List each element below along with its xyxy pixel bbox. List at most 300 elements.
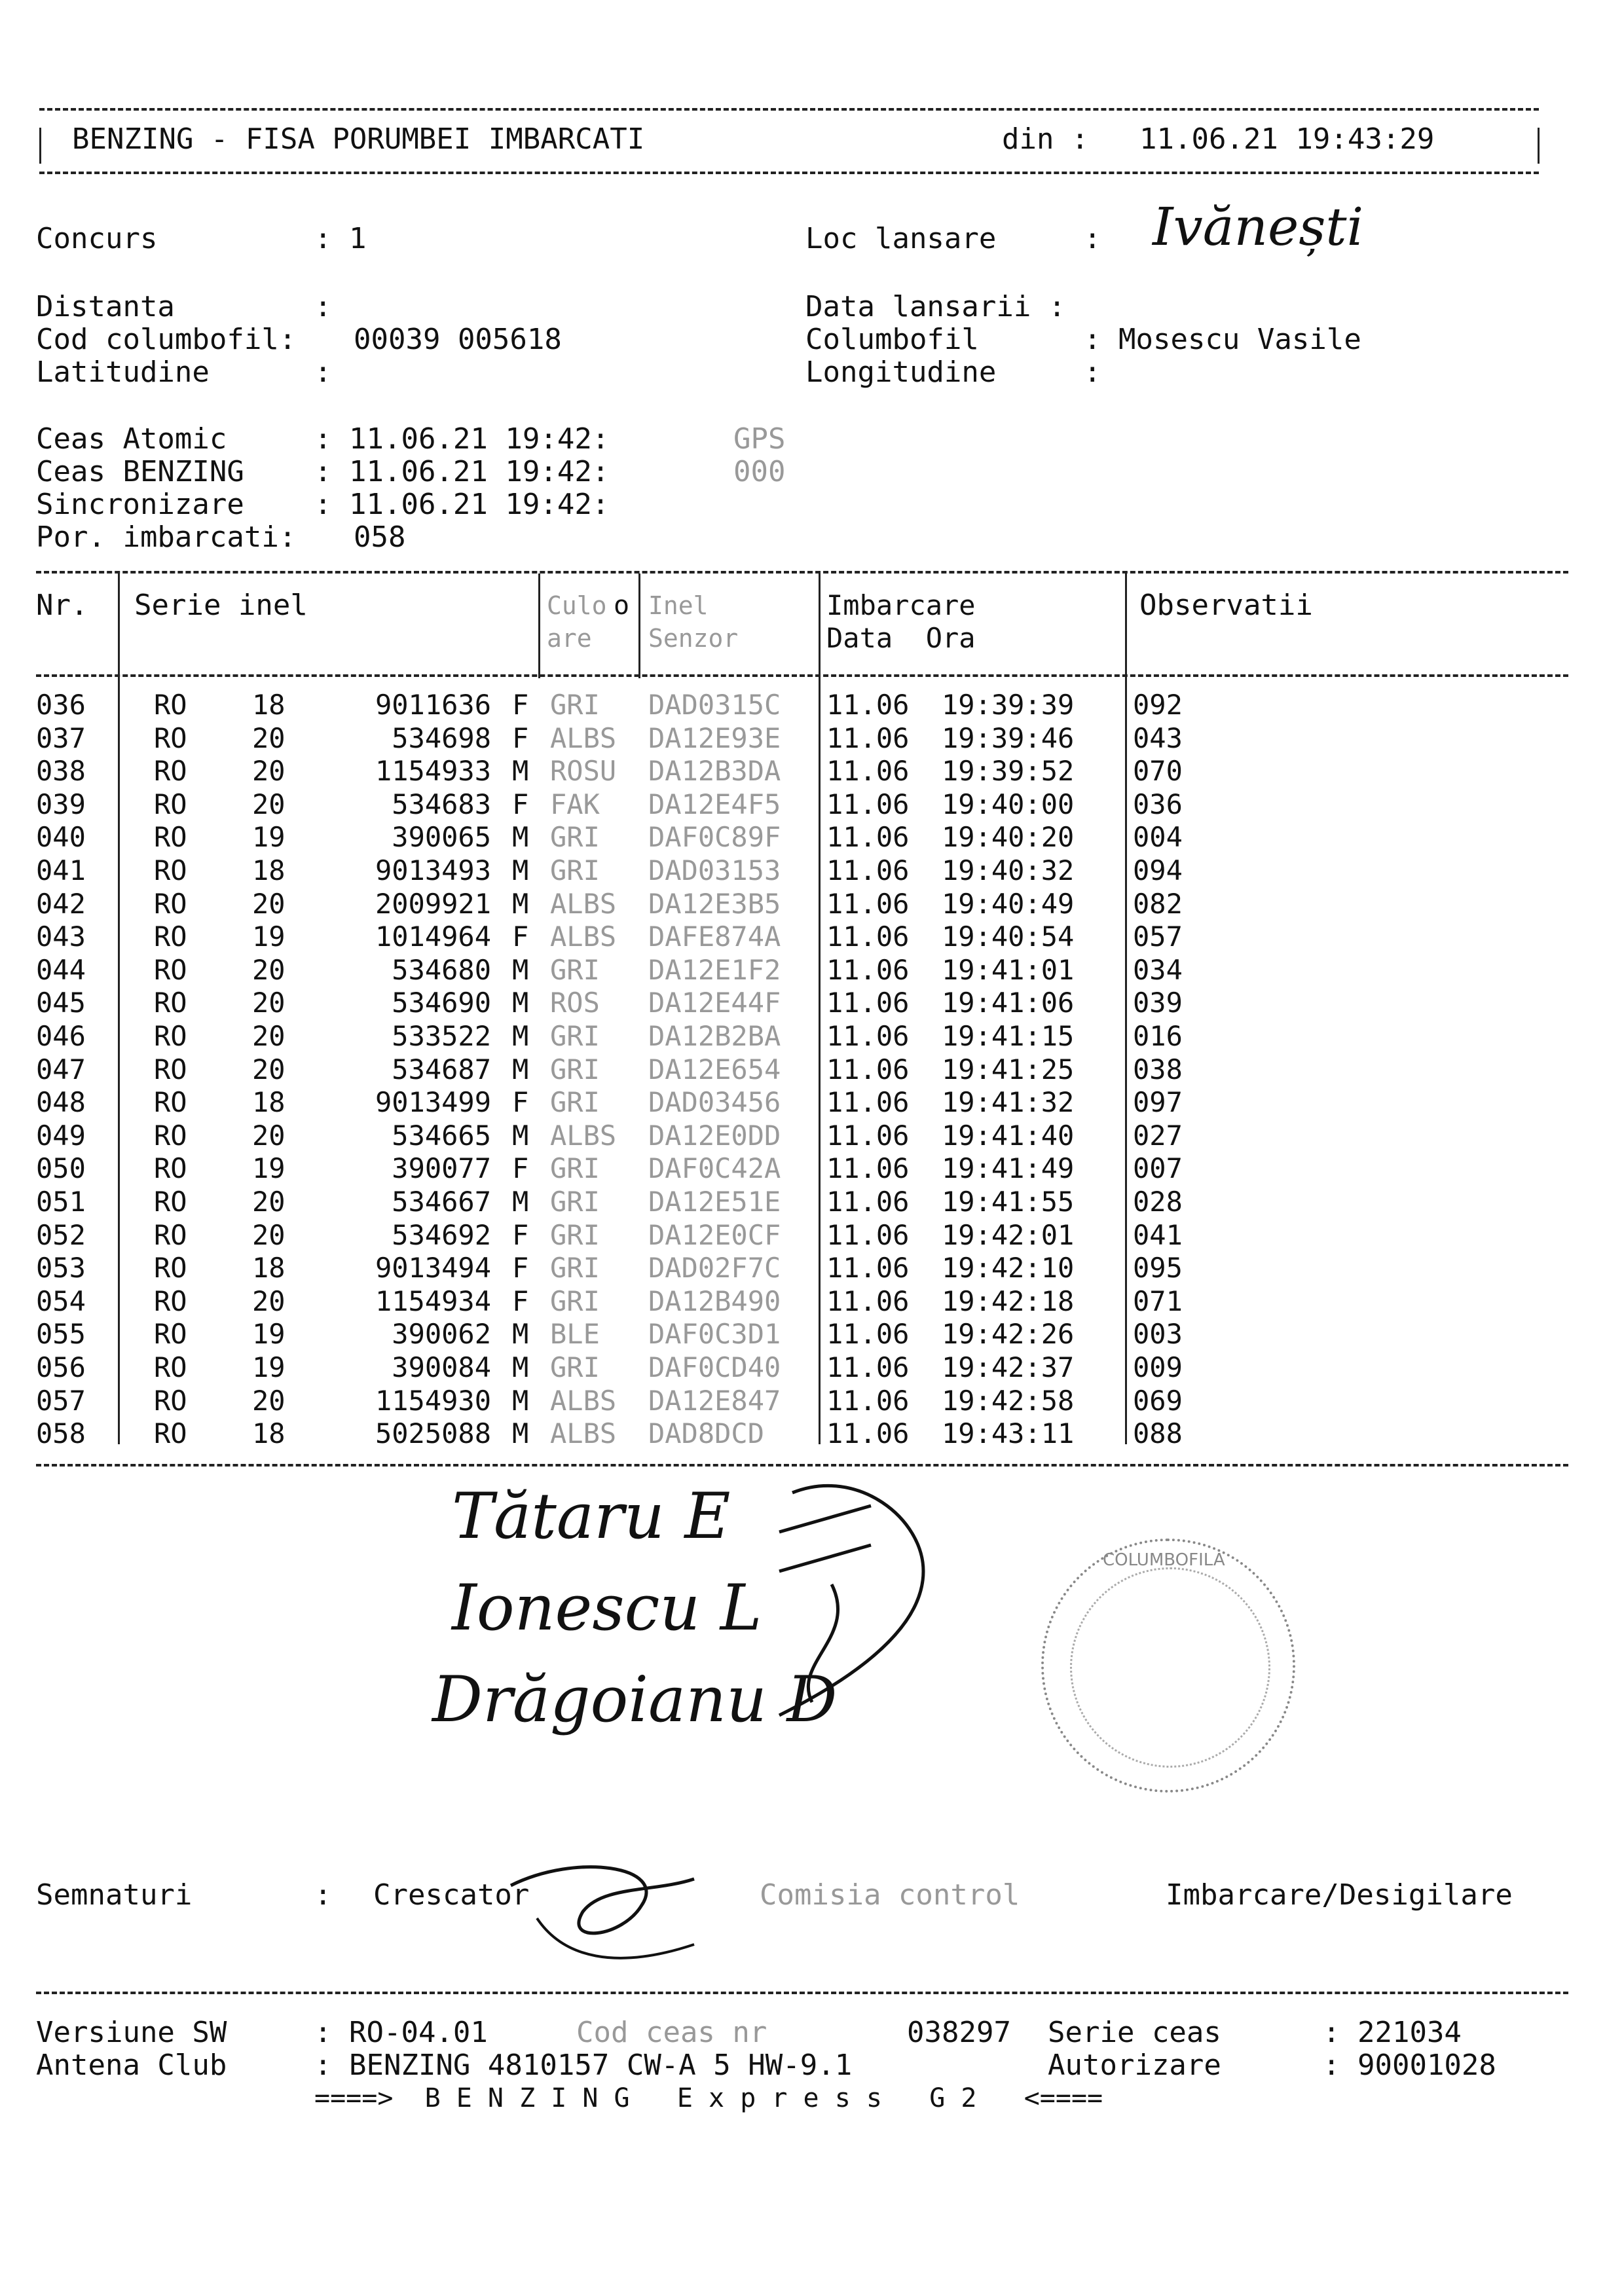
signature-scribble bbox=[753, 1440, 963, 1755]
cell-obs: 007 bbox=[1133, 1152, 1183, 1185]
cell-culoare: GRI bbox=[550, 1086, 600, 1119]
cell-culoare: FAK bbox=[550, 788, 600, 820]
cell-senzor: DA12E0DD bbox=[648, 1119, 781, 1152]
loc-lansare-sep: : bbox=[1084, 222, 1101, 255]
cell-obs: 094 bbox=[1133, 854, 1183, 886]
cell-an: 18 bbox=[252, 1086, 286, 1119]
cell-nr: 043 bbox=[36, 920, 86, 953]
sincronizare-value: : 11.06.21 19:42: bbox=[314, 488, 610, 521]
cell-culoare: GRI bbox=[550, 1186, 600, 1218]
columbofil-value: : Mosescu Vasile bbox=[1084, 323, 1361, 356]
cell-serie: 1154933 bbox=[375, 755, 491, 788]
sincronizare-label: Sincronizare bbox=[36, 488, 244, 521]
cell-sex: M bbox=[512, 1020, 529, 1052]
cell-an: 20 bbox=[252, 1384, 286, 1417]
cell-senzor: DA12E51E bbox=[648, 1186, 781, 1218]
cell-senzor: DAF0C3D1 bbox=[648, 1318, 781, 1351]
cell-nr: 056 bbox=[36, 1351, 86, 1383]
cell-nr: 039 bbox=[36, 788, 86, 820]
cell-sex: F bbox=[512, 920, 529, 953]
cell-obs: 070 bbox=[1133, 755, 1183, 788]
por-imbarcati-label: Por. imbarcati: bbox=[36, 520, 297, 554]
cell-an: 20 bbox=[252, 953, 286, 986]
cell-ora: 19:40:00 bbox=[942, 788, 1075, 820]
col-culoare-header-2: are bbox=[547, 624, 592, 653]
cell-sex: F bbox=[512, 1218, 529, 1251]
cell-tara: RO bbox=[154, 689, 187, 721]
cell-serie: 2009921 bbox=[375, 887, 491, 920]
cell-tara: RO bbox=[154, 1119, 187, 1152]
col-sep-culoare bbox=[538, 574, 540, 678]
cell-obs: 009 bbox=[1133, 1351, 1183, 1383]
ceas-atomic-label: Ceas Atomic bbox=[36, 422, 227, 456]
cell-obs: 003 bbox=[1133, 1318, 1183, 1351]
cell-sex: F bbox=[512, 1086, 529, 1119]
cell-sex: F bbox=[512, 689, 529, 721]
cell-ora: 19:42:37 bbox=[942, 1351, 1075, 1383]
cell-ora: 19:39:39 bbox=[942, 689, 1075, 721]
cell-senzor: DAD0315C bbox=[648, 689, 781, 721]
latitudine-value: : bbox=[314, 355, 332, 389]
antena-label: Antena Club bbox=[36, 2049, 227, 2082]
versiune-label: Versiune SW bbox=[36, 2016, 227, 2049]
cell-tara: RO bbox=[154, 1152, 187, 1185]
cell-culoare: GRI bbox=[550, 1285, 600, 1317]
cell-sex: M bbox=[512, 1318, 529, 1351]
cell-senzor: DA12B2BA bbox=[648, 1020, 781, 1052]
cell-sex: F bbox=[512, 788, 529, 820]
cell-nr: 052 bbox=[36, 1218, 86, 1251]
col-observatii-header: Observatii bbox=[1139, 589, 1313, 622]
cell-serie: 9011636 bbox=[375, 689, 491, 721]
col-nr-header: Nr. bbox=[36, 589, 88, 622]
cod-columbofil-value: 00039 005618 bbox=[354, 323, 562, 356]
cell-serie: 534687 bbox=[392, 1053, 491, 1085]
cell-tara: RO bbox=[154, 1318, 187, 1351]
cell-data: 11.06 bbox=[826, 1218, 910, 1251]
cell-sex: M bbox=[512, 1119, 529, 1152]
cell-data: 11.06 bbox=[826, 1285, 910, 1317]
antena-value: : BENZING 4810157 CW-A 5 HW-9.1 bbox=[314, 2049, 853, 2082]
cell-ora: 19:40:32 bbox=[942, 854, 1075, 886]
cell-tara: RO bbox=[154, 1020, 187, 1052]
cell-an: 19 bbox=[252, 920, 286, 953]
cell-serie: 534698 bbox=[392, 721, 491, 754]
cell-sex: M bbox=[512, 1417, 529, 1450]
cell-data: 11.06 bbox=[826, 821, 910, 854]
cell-tara: RO bbox=[154, 1384, 187, 1417]
cell-culoare: ALBS bbox=[550, 721, 617, 754]
header-bottom-rule bbox=[39, 172, 1539, 174]
cell-senzor: DA12E0CF bbox=[648, 1218, 781, 1251]
cell-obs: 092 bbox=[1133, 689, 1183, 721]
ceas-benzing-faint: 000 bbox=[733, 455, 786, 488]
cell-serie: 9013499 bbox=[375, 1086, 491, 1119]
cell-nr: 058 bbox=[36, 1417, 86, 1450]
signature-ionescu: Ionescu L bbox=[452, 1571, 762, 1645]
cell-ora: 19:42:26 bbox=[942, 1318, 1075, 1351]
header-title: BENZING - FISA PORUMBEI IMBARCATI bbox=[72, 122, 645, 156]
cell-sex: M bbox=[512, 887, 529, 920]
col-sep-nr bbox=[118, 574, 120, 1444]
cell-senzor: DAD03456 bbox=[648, 1086, 781, 1119]
serie-ceas-value: : 221034 bbox=[1323, 2016, 1462, 2049]
columbofil-label: Columbofil bbox=[805, 323, 979, 356]
cell-obs: 027 bbox=[1133, 1119, 1183, 1152]
data-lansarii-label: Data lansarii : bbox=[805, 290, 1066, 323]
col-sep-inel bbox=[638, 574, 640, 678]
table-header-rule bbox=[36, 674, 1568, 677]
cell-sex: M bbox=[512, 1053, 529, 1085]
cell-culoare: ALBS bbox=[550, 1384, 617, 1417]
cell-nr: 050 bbox=[36, 1152, 86, 1185]
cell-obs: 043 bbox=[1133, 721, 1183, 754]
cell-data: 11.06 bbox=[826, 854, 910, 886]
cell-an: 20 bbox=[252, 755, 286, 788]
cell-nr: 040 bbox=[36, 821, 86, 854]
cell-senzor: DA12E654 bbox=[648, 1053, 781, 1085]
semnatura-comisia: Comisia control bbox=[760, 1878, 1020, 1912]
loc-lansare-handwritten: Ivănești bbox=[1153, 196, 1364, 257]
cell-culoare: GRI bbox=[550, 854, 600, 886]
cell-sex: M bbox=[512, 1384, 529, 1417]
cell-ora: 19:41:49 bbox=[942, 1152, 1075, 1185]
cell-tara: RO bbox=[154, 755, 187, 788]
cell-tara: RO bbox=[154, 920, 187, 953]
cell-obs: 038 bbox=[1133, 1053, 1183, 1085]
cell-senzor: DA12E44F bbox=[648, 987, 781, 1019]
cell-data: 11.06 bbox=[826, 1252, 910, 1285]
ceas-benzing-value: : 11.06.21 19:42: bbox=[314, 455, 610, 488]
cell-nr: 053 bbox=[36, 1252, 86, 1285]
cell-nr: 054 bbox=[36, 1285, 86, 1317]
header-date-value: 11.06.21 19:43:29 bbox=[1139, 122, 1435, 156]
cell-an: 20 bbox=[252, 1186, 286, 1218]
cell-tara: RO bbox=[154, 1086, 187, 1119]
versiune-faint: Cod ceas nr bbox=[576, 2016, 767, 2049]
cell-culoare: GRI bbox=[550, 821, 600, 854]
cell-culoare: ALBS bbox=[550, 1417, 617, 1450]
semnaturi-label: Semnaturi bbox=[36, 1878, 193, 1912]
cell-sex: F bbox=[512, 721, 529, 754]
cell-tara: RO bbox=[154, 854, 187, 886]
cell-culoare: GRI bbox=[550, 689, 600, 721]
header-top-rule bbox=[39, 108, 1539, 111]
cell-culoare: BLE bbox=[550, 1318, 600, 1351]
col-inel-header-1: Inel bbox=[648, 591, 709, 620]
semnatura-crescator: Crescator bbox=[373, 1878, 530, 1912]
cell-ora: 19:41:06 bbox=[942, 987, 1075, 1019]
cell-senzor: DA12E847 bbox=[648, 1384, 781, 1417]
semnatura-imbarcare: Imbarcare/Desigilare bbox=[1166, 1878, 1513, 1912]
cell-an: 18 bbox=[252, 1417, 286, 1450]
cell-an: 20 bbox=[252, 1053, 286, 1085]
cell-sex: M bbox=[512, 1351, 529, 1383]
cell-culoare: GRI bbox=[550, 1020, 600, 1052]
cell-data: 11.06 bbox=[826, 1318, 910, 1351]
cell-senzor: DA12E4F5 bbox=[648, 788, 781, 820]
cell-an: 20 bbox=[252, 1218, 286, 1251]
cell-data: 11.06 bbox=[826, 755, 910, 788]
cell-data: 11.06 bbox=[826, 887, 910, 920]
signature-dragoianu: Drăgoianu D bbox=[432, 1663, 838, 1736]
autorizare-label: Autorizare bbox=[1048, 2049, 1221, 2082]
club-stamp-inner-ring bbox=[1070, 1567, 1270, 1768]
cell-serie: 390084 bbox=[392, 1351, 491, 1383]
cell-an: 20 bbox=[252, 788, 286, 820]
cell-obs: 034 bbox=[1133, 953, 1183, 986]
cell-obs: 097 bbox=[1133, 1086, 1183, 1119]
cell-tara: RO bbox=[154, 1252, 187, 1285]
cell-tara: RO bbox=[154, 987, 187, 1019]
cell-culoare: GRI bbox=[550, 1218, 600, 1251]
cell-culoare: GRI bbox=[550, 1252, 600, 1285]
cell-sex: F bbox=[512, 1285, 529, 1317]
ceas-benzing-label: Ceas BENZING bbox=[36, 455, 244, 488]
cell-obs: 057 bbox=[1133, 920, 1183, 953]
col-culoare-header-1: Culo bbox=[547, 591, 607, 620]
cell-data: 11.06 bbox=[826, 953, 910, 986]
cell-tara: RO bbox=[154, 1186, 187, 1218]
col-imbarcare-header-1: Imbarcare bbox=[826, 589, 976, 621]
cell-an: 20 bbox=[252, 1119, 286, 1152]
cell-obs: 095 bbox=[1133, 1252, 1183, 1285]
longitudine-label: Longitudine bbox=[805, 355, 997, 389]
cell-ora: 19:42:18 bbox=[942, 1285, 1075, 1317]
cell-an: 18 bbox=[252, 854, 286, 886]
cell-nr: 036 bbox=[36, 689, 86, 721]
col-serie-header: Serie inel bbox=[134, 589, 308, 622]
cell-serie: 534667 bbox=[392, 1186, 491, 1218]
col-sep-observatii bbox=[1125, 574, 1127, 1444]
cell-sex: F bbox=[512, 1252, 529, 1285]
distanta-label: Distanta bbox=[36, 290, 175, 323]
cell-data: 11.06 bbox=[826, 920, 910, 953]
col-imbarcare-header-2: Data Ora bbox=[826, 622, 976, 654]
cell-tara: RO bbox=[154, 821, 187, 854]
cell-ora: 19:42:58 bbox=[942, 1384, 1075, 1417]
cell-obs: 028 bbox=[1133, 1186, 1183, 1218]
cell-tara: RO bbox=[154, 953, 187, 986]
cell-ora: 19:41:40 bbox=[942, 1119, 1075, 1152]
cell-serie: 5025088 bbox=[375, 1417, 491, 1450]
cell-serie: 9013494 bbox=[375, 1252, 491, 1285]
cell-ora: 19:41:01 bbox=[942, 953, 1075, 986]
cell-an: 19 bbox=[252, 1351, 286, 1383]
semnaturi-sep: : bbox=[314, 1878, 332, 1912]
cell-senzor: DAD03153 bbox=[648, 854, 781, 886]
cell-data: 11.06 bbox=[826, 689, 910, 721]
cell-senzor: DA12E93E bbox=[648, 721, 781, 754]
cell-sex: M bbox=[512, 821, 529, 854]
versiune-value: : RO-04.01 bbox=[314, 2016, 488, 2049]
por-imbarcati-value: 058 bbox=[354, 520, 406, 554]
header-date-label: din : bbox=[1002, 122, 1089, 156]
header-left-rule bbox=[39, 128, 41, 164]
loc-lansare-label: Loc lansare bbox=[805, 222, 997, 255]
ceas-atomic-value: : 11.06.21 19:42: bbox=[314, 422, 610, 456]
cell-ora: 19:40:49 bbox=[942, 887, 1075, 920]
cell-data: 11.06 bbox=[826, 1020, 910, 1052]
cell-tara: RO bbox=[154, 1417, 187, 1450]
cell-ora: 19:41:55 bbox=[942, 1186, 1075, 1218]
cell-obs: 088 bbox=[1133, 1417, 1183, 1450]
cell-an: 19 bbox=[252, 1152, 286, 1185]
cell-ora: 19:42:10 bbox=[942, 1252, 1075, 1285]
cell-nr: 045 bbox=[36, 987, 86, 1019]
cell-serie: 9013493 bbox=[375, 854, 491, 886]
cod-columbofil-label: Cod columbofil: bbox=[36, 323, 297, 356]
cell-nr: 038 bbox=[36, 755, 86, 788]
cell-ora: 19:40:20 bbox=[942, 821, 1075, 854]
cell-nr: 041 bbox=[36, 854, 86, 886]
cell-ora: 19:39:46 bbox=[942, 721, 1075, 754]
cell-ora: 19:42:01 bbox=[942, 1218, 1075, 1251]
cell-serie: 534665 bbox=[392, 1119, 491, 1152]
header-right-rule bbox=[1538, 128, 1540, 164]
cell-culoare: ALBS bbox=[550, 1119, 617, 1152]
cell-data: 11.06 bbox=[826, 721, 910, 754]
cell-data: 11.06 bbox=[826, 1186, 910, 1218]
cell-culoare: ROSU bbox=[550, 755, 617, 788]
cell-data: 11.06 bbox=[826, 1053, 910, 1085]
latitudine-label: Latitudine bbox=[36, 355, 210, 389]
col-sep-imbarcare bbox=[819, 574, 821, 1444]
cell-obs: 082 bbox=[1133, 887, 1183, 920]
cell-ora: 19:39:52 bbox=[942, 755, 1075, 788]
cell-data: 11.06 bbox=[826, 1417, 910, 1450]
club-stamp bbox=[1041, 1539, 1295, 1793]
cell-ora: 19:41:25 bbox=[942, 1053, 1075, 1085]
cell-serie: 390077 bbox=[392, 1152, 491, 1185]
cell-senzor: DAF0CD40 bbox=[648, 1351, 781, 1383]
cell-senzor: DA12E3B5 bbox=[648, 887, 781, 920]
cell-senzor: DAF0C42A bbox=[648, 1152, 781, 1185]
cell-obs: 041 bbox=[1133, 1218, 1183, 1251]
cell-serie: 1154930 bbox=[375, 1384, 491, 1417]
cell-culoare: ALBS bbox=[550, 920, 617, 953]
concurs-value: : 1 bbox=[314, 222, 367, 255]
cell-sex: F bbox=[512, 1152, 529, 1185]
cell-tara: RO bbox=[154, 1053, 187, 1085]
cell-serie: 534683 bbox=[392, 788, 491, 820]
cell-data: 11.06 bbox=[826, 1351, 910, 1383]
crescator-signature-scribble bbox=[498, 1846, 733, 1977]
cell-tara: RO bbox=[154, 887, 187, 920]
cell-data: 11.06 bbox=[826, 1152, 910, 1185]
cell-obs: 069 bbox=[1133, 1384, 1183, 1417]
cell-serie: 534692 bbox=[392, 1218, 491, 1251]
footer-top-rule bbox=[36, 1992, 1568, 1994]
cell-nr: 037 bbox=[36, 721, 86, 754]
cell-culoare: GRI bbox=[550, 953, 600, 986]
cell-ora: 19:41:32 bbox=[942, 1086, 1075, 1119]
cell-an: 20 bbox=[252, 887, 286, 920]
cell-data: 11.06 bbox=[826, 1086, 910, 1119]
cell-serie: 534690 bbox=[392, 987, 491, 1019]
cell-senzor: DA12B3DA bbox=[648, 755, 781, 788]
longitudine-value: : bbox=[1084, 355, 1101, 389]
cell-senzor: DAFE874A bbox=[648, 920, 781, 953]
cell-nr: 046 bbox=[36, 1020, 86, 1052]
ceas-atomic-faint: GPS bbox=[733, 422, 786, 456]
cell-an: 20 bbox=[252, 721, 286, 754]
cell-culoare: GRI bbox=[550, 1053, 600, 1085]
cell-nr: 055 bbox=[36, 1318, 86, 1351]
cell-obs: 071 bbox=[1133, 1285, 1183, 1317]
cell-an: 20 bbox=[252, 1020, 286, 1052]
cell-serie: 1014964 bbox=[375, 920, 491, 953]
col-sex-header: o bbox=[614, 591, 630, 621]
cell-data: 11.06 bbox=[826, 788, 910, 820]
versiune-code: 038297 bbox=[907, 2016, 1011, 2049]
cell-an: 18 bbox=[252, 689, 286, 721]
cell-nr: 051 bbox=[36, 1186, 86, 1218]
cell-senzor: DA12B490 bbox=[648, 1285, 781, 1317]
cell-obs: 036 bbox=[1133, 788, 1183, 820]
cell-an: 19 bbox=[252, 821, 286, 854]
cell-sex: M bbox=[512, 1186, 529, 1218]
cell-an: 18 bbox=[252, 1252, 286, 1285]
cell-culoare: GRI bbox=[550, 1351, 600, 1383]
cell-nr: 057 bbox=[36, 1384, 86, 1417]
distanta-value: : bbox=[314, 290, 332, 323]
cell-tara: RO bbox=[154, 1351, 187, 1383]
cell-serie: 1154934 bbox=[375, 1285, 491, 1317]
cell-an: 20 bbox=[252, 1285, 286, 1317]
cell-an: 20 bbox=[252, 987, 286, 1019]
cell-sex: M bbox=[512, 854, 529, 886]
cell-tara: RO bbox=[154, 1218, 187, 1251]
cell-senzor: DA12E1F2 bbox=[648, 953, 781, 986]
cell-serie: 533522 bbox=[392, 1020, 491, 1052]
cell-sex: M bbox=[512, 953, 529, 986]
cell-tara: RO bbox=[154, 721, 187, 754]
cell-culoare: GRI bbox=[550, 1152, 600, 1185]
cell-obs: 016 bbox=[1133, 1020, 1183, 1052]
concurs-label: Concurs bbox=[36, 222, 158, 255]
cell-obs: 004 bbox=[1133, 821, 1183, 854]
benzing-banner: ====> B E N Z I N G E x p r e s s G 2 <==== bbox=[314, 2083, 1103, 2113]
cell-culoare: ALBS bbox=[550, 887, 617, 920]
cell-serie: 390065 bbox=[392, 821, 491, 854]
cell-data: 11.06 bbox=[826, 987, 910, 1019]
cell-tara: RO bbox=[154, 1285, 187, 1317]
autorizare-value: : 90001028 bbox=[1323, 2049, 1496, 2082]
cell-culoare: ROS bbox=[550, 987, 600, 1019]
cell-senzor: DAF0C89F bbox=[648, 821, 781, 854]
signature-tataru: Tătaru E bbox=[452, 1480, 731, 1553]
cell-serie: 534680 bbox=[392, 953, 491, 986]
cell-data: 11.06 bbox=[826, 1384, 910, 1417]
cell-ora: 19:41:15 bbox=[942, 1020, 1075, 1052]
cell-senzor: DAD02F7C bbox=[648, 1252, 781, 1285]
cell-sex: M bbox=[512, 987, 529, 1019]
cell-nr: 049 bbox=[36, 1119, 86, 1152]
cell-ora: 19:40:54 bbox=[942, 920, 1075, 953]
cell-tara: RO bbox=[154, 788, 187, 820]
cell-nr: 048 bbox=[36, 1086, 86, 1119]
cell-sex: M bbox=[512, 755, 529, 788]
serie-ceas-label: Serie ceas bbox=[1048, 2016, 1221, 2049]
table-top-rule bbox=[36, 571, 1568, 574]
cell-nr: 047 bbox=[36, 1053, 86, 1085]
cell-obs: 039 bbox=[1133, 987, 1183, 1019]
cell-ora: 19:43:11 bbox=[942, 1417, 1075, 1450]
col-inel-header-2: Senzor bbox=[648, 624, 739, 653]
club-stamp-text: COLUMBOFILA bbox=[1103, 1550, 1225, 1570]
cell-serie: 390062 bbox=[392, 1318, 491, 1351]
